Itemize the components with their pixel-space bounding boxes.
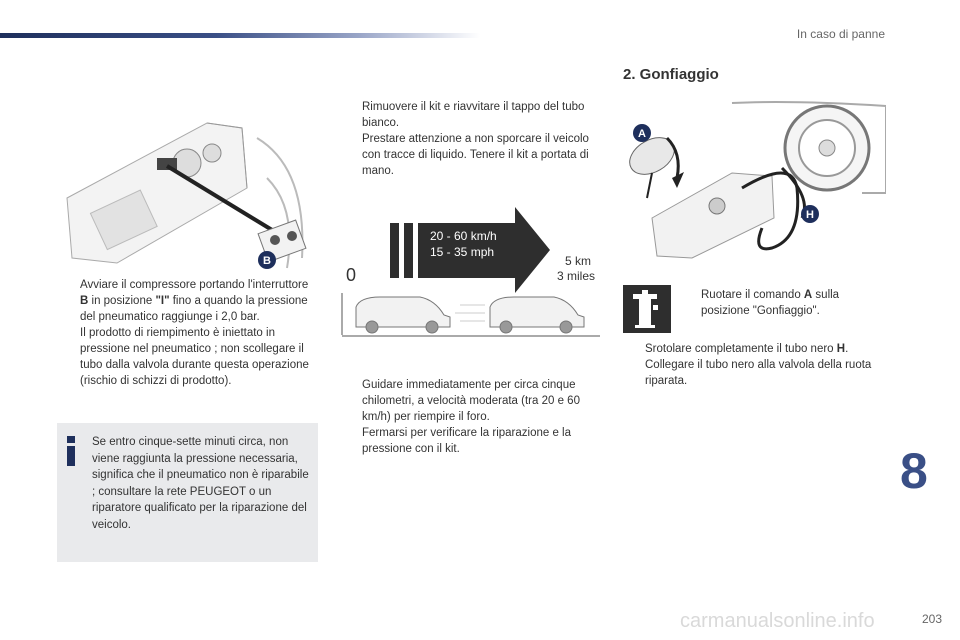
bullet-remove-kit: Rimuovere il kit e riavvitare il tappo del tubo bianco. Prestare attenzione a non sporcare il veicolo con tracce di liquido. Tenere il kit a portata di mano. [362,101,589,177]
bullet-rotate-dial: Ruotare il comando A sulla posizione "Gonfiaggio". [701,289,840,317]
section-title-inflation: 2. Gonfiaggio [623,66,719,83]
distance-miles: 3 miles [557,269,596,283]
van-moving [490,297,584,333]
info-text: Se entro cinque-sette minuti circa, non viene raggiunta la pressione necessaria, significa che il pneumatico non è riparabile ; consultare la rete PEUGEOT o un riparatore qualificato per la riparazione del veicolo. [92,436,309,531]
header-bar [0,33,480,38]
info-icon [66,436,76,466]
fig-label-h: H [806,209,814,221]
bullet-start-compressor: Avviare il compressore portando l'interruttore B in posizione "I" fino a quando la pressione del pneumatico raggiunge i 2,0 bar. Il prodotto di riempimento è iniettato in pressione nel pneumatico ; non scollegare il tubo dalla valvola durante questa operazione (rischio di schizzi di prodotto). [60,277,315,389]
column-2-top-text [342,99,600,179]
fig-label-a: A [638,128,646,140]
column-3-bullet-rotate [681,287,881,319]
inflation-illustration [622,98,886,270]
column-2-bottom-text [342,377,600,457]
column-1-text [60,277,315,389]
page-number: 203 [921,612,942,626]
speed-mph: 15 - 35 mph [430,245,495,259]
speed-kmh: 20 - 60 km/h [430,229,497,243]
chapter-number: 8 [900,443,928,499]
inflate-dial-icon [623,285,671,333]
bullet-connect-hose: Collegare il tubo nero alla valvola della ruota riparata. [645,359,872,387]
chapter-header-title: In caso di panne [796,27,885,41]
injection-paragraph: Il prodotto di riempimento è iniettato in pressione nel pneumatico ; non scollegare il tubo dalla valvola durante questa operazione (rischio di schizzi di prodotto). [80,327,309,387]
compressor-switch-illustration [57,108,319,278]
van-start [356,297,450,333]
fig-label-b: B [263,255,271,267]
bullet-drive: Guidare immediatamente per circa cinque chilometri, a velocità moderata (tra 20 e 60 km/h) per riempire il foro. [362,379,580,423]
drive-speed-illustration [340,205,602,340]
watermark: carmanualsonline.info [680,610,875,632]
bullet-unroll-hose: Srotolare completamente il tubo nero H. [645,343,849,355]
bullet-stop-check: Fermarsi per verificare la riparazione e la pressione con il kit. [362,427,571,455]
info-box [57,423,318,562]
column-3-bottom-text [625,341,875,389]
distance-km: 5 km [565,254,592,268]
distance-zero: 0 [346,265,357,285]
